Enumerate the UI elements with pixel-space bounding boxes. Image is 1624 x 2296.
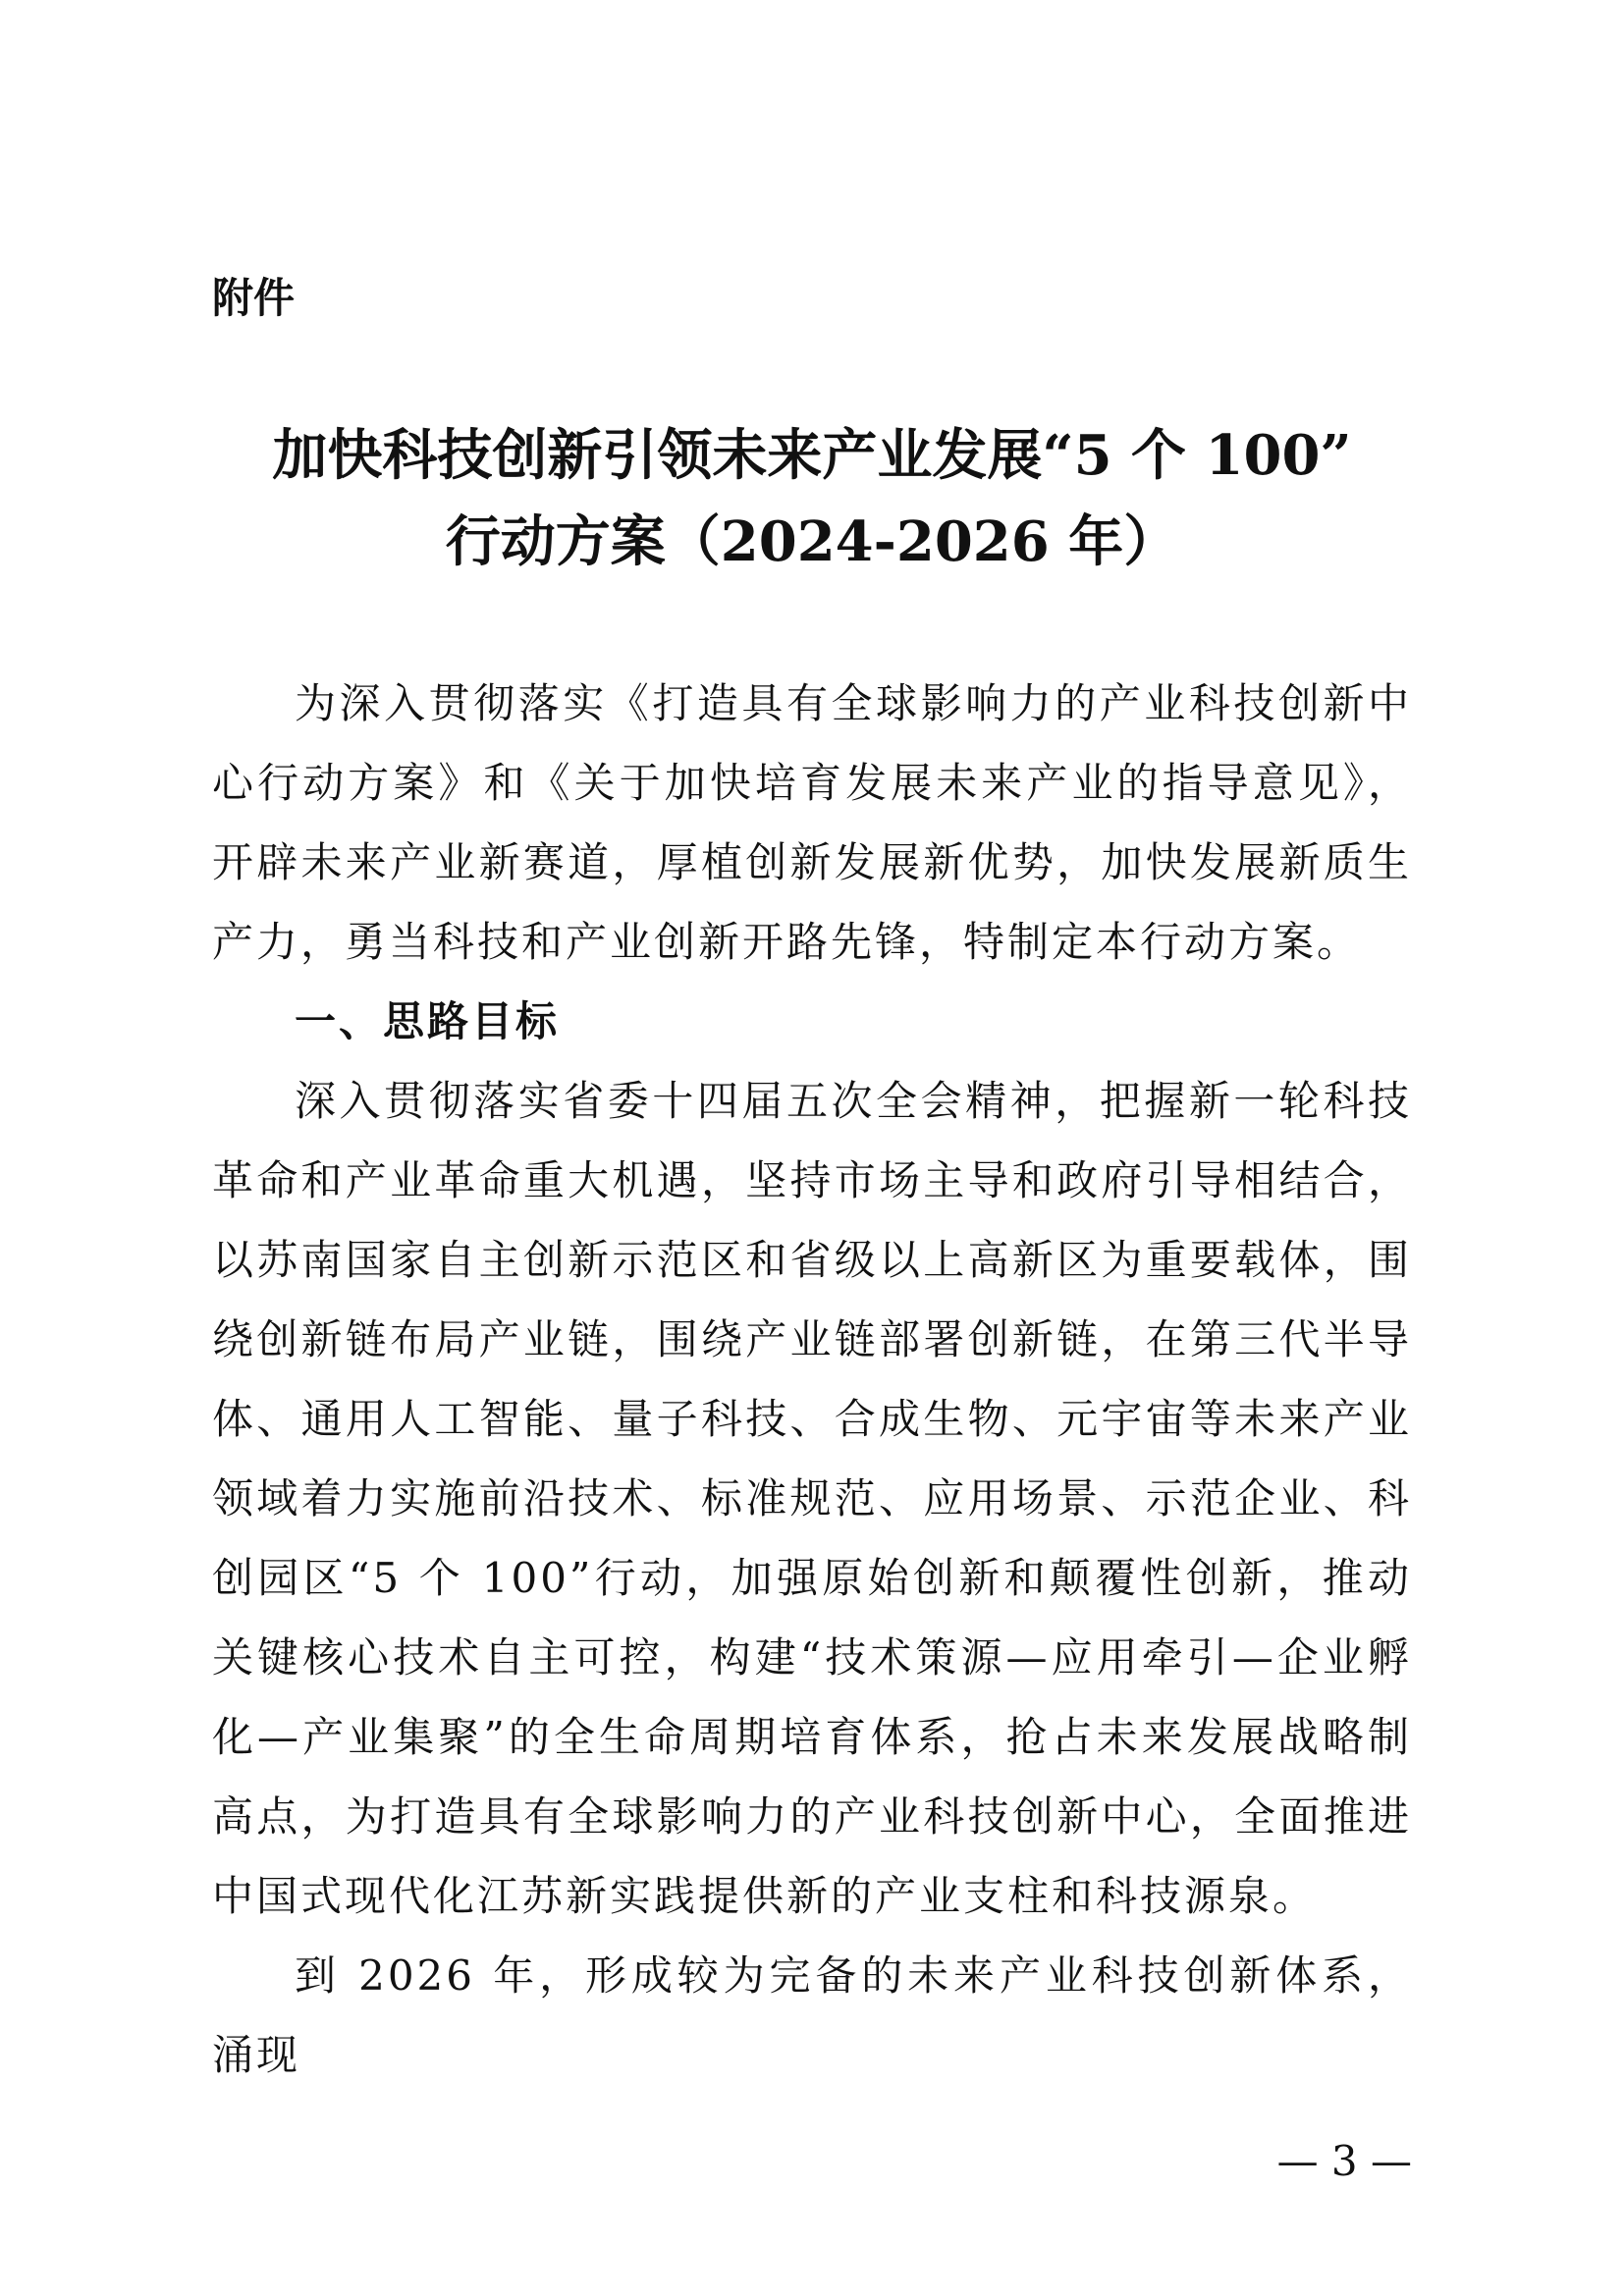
paragraph-goals: 深入贯彻落实省委十四届五次全会精神，把握新一轮科技革命和产业革命重大机遇，坚持市场主导和政府引导相结合，以苏南国家自主创新示范区和省级以上高新区为重要载体，围绕创新链布局产业链，围绕产业链部署创新链，在第三代半导体、通用人工智能、量子科技、合成生物、元宇宙等未来产业领域着力实施前沿技术、标准规范、应用场景、示范企业、科创园区“5 个 100”行动，加强原始创新和颠覆性创新，推动关键核心技术自主可控，构建“技术策源—应用牵引—企业孵化—产业集聚”的全生命周期培育体系，抢占未来发展战略制高点，为打造具有全球影响力的产业科技创新中心，全面推进中国式现代化江苏新实践提供新的产业支柱和科技源泉。 — [212, 1077, 1412, 1920]
document-title — [147, 412, 1477, 585]
document-body — [212, 664, 1412, 2095]
title-line-1: 加快科技创新引领未来产业发展“5 个 100” — [272, 423, 1352, 488]
attachment-label: 附件 — [212, 274, 296, 322]
page-number: — 3 — — [1276, 2137, 1412, 2185]
title-line-2: 行动方案（2024-2026 年） — [445, 509, 1179, 574]
paragraph-intro: 为深入贯彻落实《打造具有全球影响力的产业科技创新中心行动方案》和《关于加快培育发展未来产业的指导意见》，开辟未来产业新赛道，厚植创新发展新优势，加快发展新质生产力，勇当科技和产业创新开路先锋，特制定本行动方案。 — [212, 679, 1412, 966]
paragraph-targets: 到 2026 年，形成较为完备的未来产业科技创新体系，涌现 — [212, 1951, 1412, 2079]
section-heading: 一、思路目标 — [295, 997, 561, 1045]
